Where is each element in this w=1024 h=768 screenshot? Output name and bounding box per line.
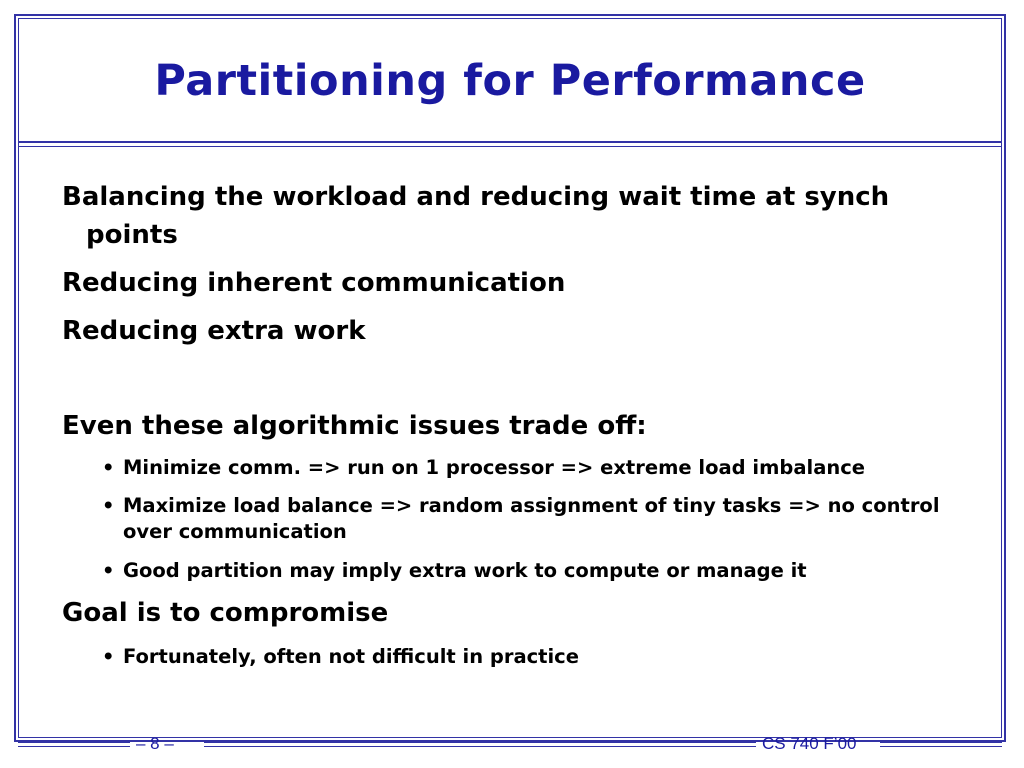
sub-bullet-item	[102, 558, 962, 584]
bullet-item: Even these algorithmic issues trade off:	[62, 411, 647, 441]
sub-bullet-item	[102, 493, 962, 545]
page-number: – 8 –	[136, 734, 174, 753]
bullet-icon: •	[102, 494, 115, 517]
sub-bullet-text: Maximize load balance => random assignment of tiny tasks => no control over communication	[123, 494, 940, 543]
bullet-icon: •	[102, 456, 115, 479]
sub-bullet-item	[102, 455, 962, 481]
footer-rule	[18, 746, 130, 747]
footer-rule	[880, 741, 1002, 743]
footer-rule	[204, 741, 756, 743]
sub-bullet-item	[102, 644, 962, 670]
footer-rule	[204, 746, 756, 747]
bullet-item: Reducing extra work	[62, 316, 366, 346]
bullet-item: Reducing inherent communication	[62, 268, 566, 298]
footer-rule	[880, 746, 1002, 747]
sub-bullet-text: Minimize comm. => run on 1 processor => extreme load imbalance	[123, 456, 866, 479]
bullet-item: Goal is to compromise	[62, 598, 389, 628]
bullet-item: Balancing the workload and reducing wait time at synch points	[62, 182, 890, 250]
sub-bullet-text: Good partition may imply extra work to compute or manage it	[123, 559, 807, 582]
bullet-icon: •	[102, 559, 115, 582]
sub-bullet-text: Fortunately, often not difficult in practice	[123, 645, 579, 668]
footer-rule	[18, 741, 130, 743]
bullet-icon: •	[102, 645, 115, 668]
slide-title: Partitioning for Performance	[154, 56, 866, 106]
course-label: CS 740 F’00	[762, 734, 857, 753]
